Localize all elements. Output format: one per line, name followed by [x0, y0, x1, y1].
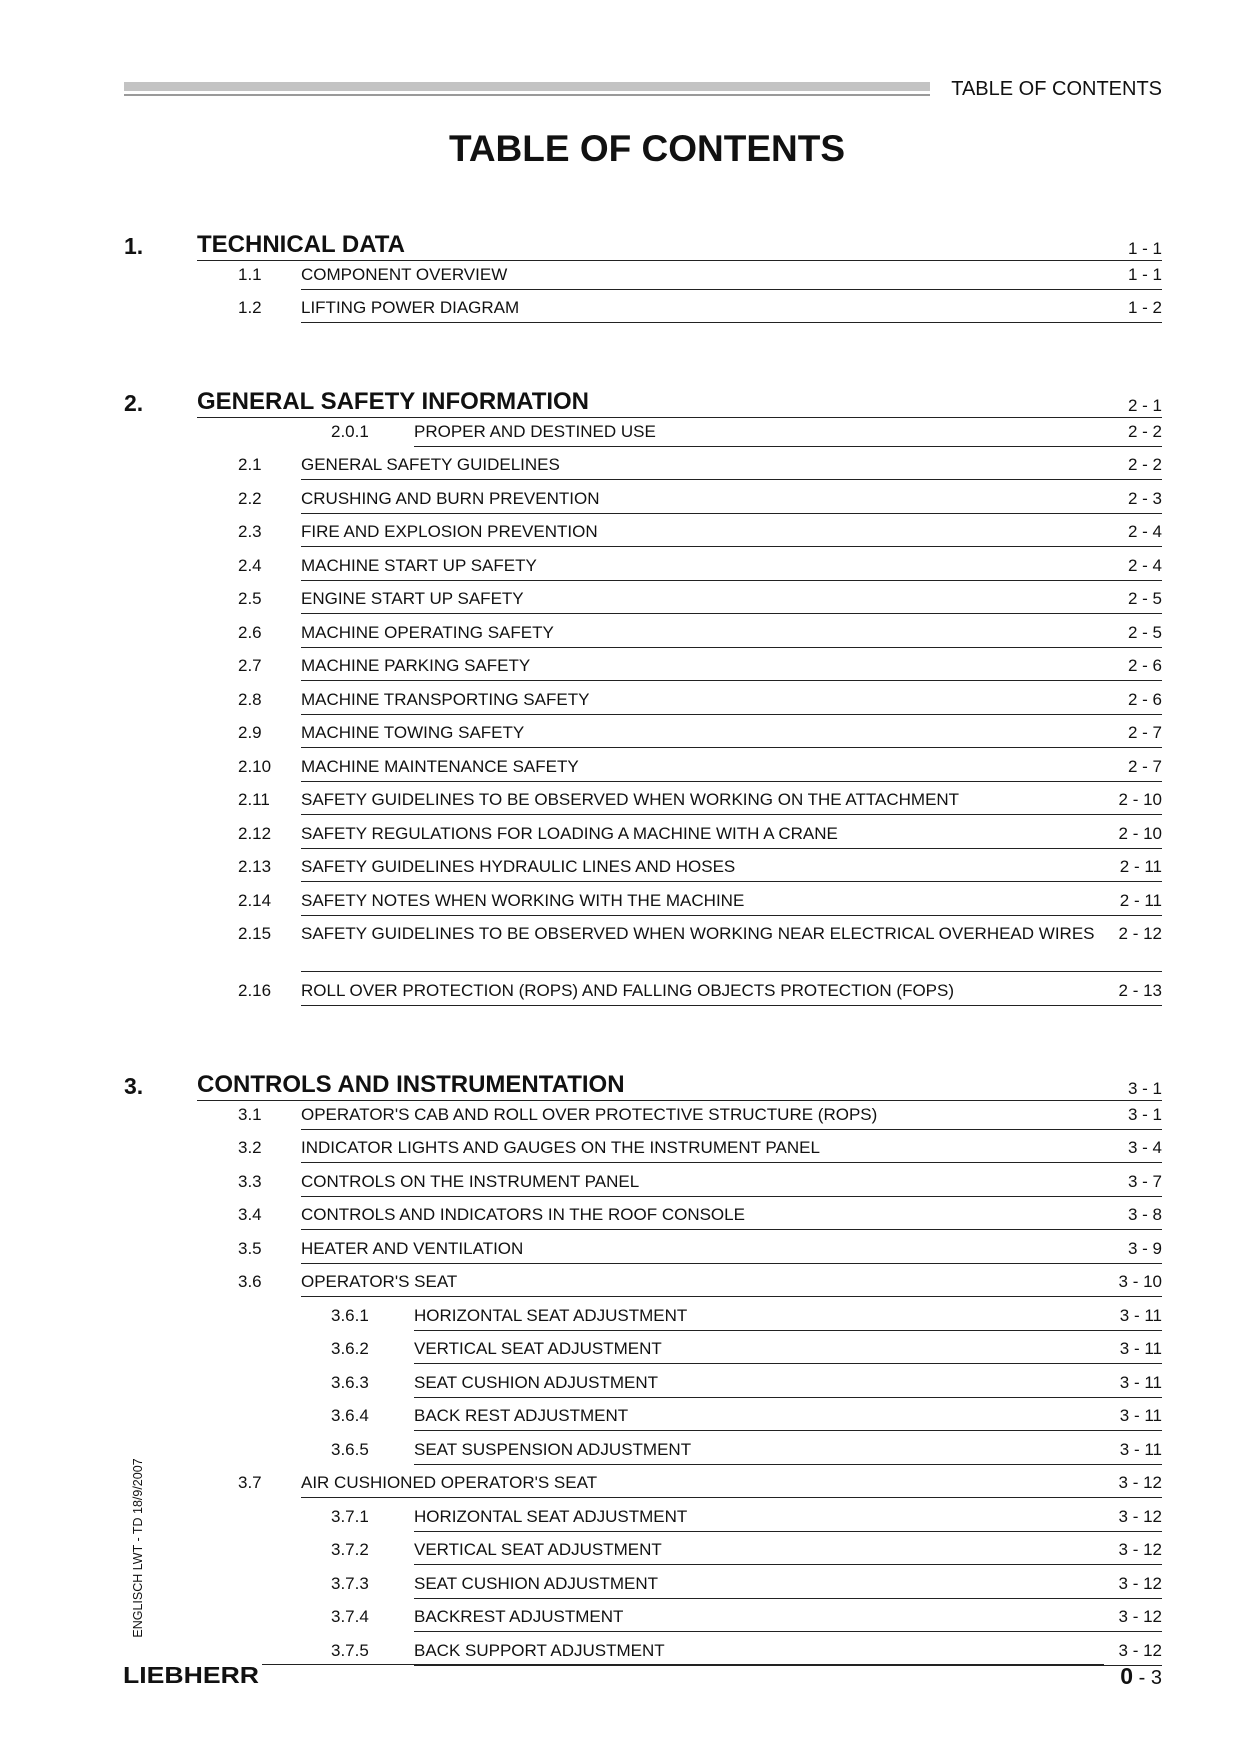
toc-entry-page: 3 - 12	[1118, 1540, 1162, 1559]
toc-entry-page: 2 - 2	[1127, 421, 1162, 441]
toc-entry-page: 2 - 6	[1127, 689, 1162, 709]
toc-entry-number: 3.6.2	[331, 1339, 369, 1358]
toc-entry-label: MACHINE PARKING SAFETY	[301, 656, 531, 675]
toc-entry-number: 2.10	[238, 756, 272, 776]
toc-entry-label: VERTICAL SEAT ADJUSTMENT	[414, 1339, 662, 1358]
toc-entry-number: 3.6.3	[331, 1372, 369, 1392]
toc-entry-number: 3.7.1	[331, 1506, 369, 1526]
toc-entry-underline	[301, 781, 1162, 782]
toc-entry-number: 2.13	[238, 857, 272, 876]
toc-entry-underline	[414, 1397, 1162, 1398]
toc-entry-number: 2.16	[238, 981, 272, 1000]
toc-entry-number: 3.6.4	[331, 1406, 369, 1425]
toc-entry-underline	[414, 446, 1162, 447]
toc-entry-underline	[414, 1598, 1162, 1599]
toc-entry-number: 2.7	[238, 656, 262, 675]
toc-entry-label: SEAT SUSPENSION ADJUSTMENT	[414, 1439, 692, 1459]
toc-entry-number: 3.7	[238, 1473, 262, 1492]
toc-entry-label: MACHINE MAINTENANCE SAFETY	[301, 756, 579, 776]
toc-entry-underline	[301, 881, 1162, 882]
toc-entry-underline	[301, 1196, 1162, 1197]
toc-entry-underline	[301, 580, 1162, 581]
toc-entry-label: HEATER AND VENTILATION	[301, 1238, 524, 1258]
toc-entry-label: BACKREST ADJUSTMENT	[414, 1607, 624, 1626]
toc-entry-page: 2 - 4	[1127, 522, 1162, 541]
toc-entry-underline	[301, 1497, 1162, 1498]
toc-entry-page: 3 - 11	[1119, 1305, 1162, 1325]
page-number-chapter: 0	[1120, 1663, 1134, 1689]
toc-entry-page: 3 - 12	[1118, 1640, 1162, 1660]
toc-entry-page: 3 - 12	[1118, 1573, 1162, 1593]
toc-entry-page: 1 - 1	[1127, 264, 1162, 284]
toc-entry-label: MACHINE TRANSPORTING SAFETY	[301, 689, 590, 709]
toc-entry-label: FIRE AND EXPLOSION PREVENTION	[301, 522, 598, 541]
toc-entry-label: COMPONENT OVERVIEW	[301, 264, 508, 284]
toc-entry-page: 3 - 12	[1118, 1473, 1162, 1492]
toc-entry-underline	[414, 1631, 1162, 1632]
toc-entry-page: 3 - 4	[1127, 1138, 1162, 1157]
toc-entry-page: 2 - 7	[1127, 756, 1162, 776]
toc-entry-page: 2 - 5	[1127, 589, 1162, 608]
toc-entry-underline	[301, 1005, 1162, 1006]
toc-entry-number: 2.12	[238, 823, 272, 843]
toc-entry-number: 3.4	[238, 1205, 262, 1224]
toc-entry-underline	[414, 1430, 1162, 1431]
toc-entry-number: 2.9	[238, 723, 262, 742]
toc-entry-number: 3.6.1	[331, 1305, 369, 1325]
toc-entry-label: SAFETY GUIDELINES TO BE OBSERVED WHEN WORKING NEAR ELECTRICAL OVERHEAD WIRES	[301, 924, 1095, 943]
toc-entry-label: INDICATOR LIGHTS AND GAUGES ON THE INSTRUMENT PANEL	[301, 1138, 820, 1157]
toc-entry-label: PROPER AND DESTINED USE	[414, 421, 656, 441]
toc-entry-underline	[301, 915, 1162, 916]
toc-entry-page: 3 - 11	[1119, 1406, 1162, 1425]
toc-entry-label: MACHINE START UP SAFETY	[301, 555, 537, 575]
liebherr-logo	[123, 1664, 259, 1686]
toc-entry-underline	[301, 289, 1162, 290]
toc-entry-underline	[301, 1229, 1162, 1230]
toc-entry-label: AIR CUSHIONED OPERATOR'S SEAT	[301, 1473, 598, 1492]
toc-entry-label: ENGINE START UP SAFETY	[301, 589, 524, 608]
toc-entry-number: 3.7.3	[331, 1573, 369, 1593]
toc-entry-page: 2 - 13	[1118, 981, 1162, 1000]
toc-entry-page: 3 - 7	[1127, 1171, 1162, 1191]
toc-entry-label: CONTROLS ON THE INSTRUMENT PANEL	[301, 1171, 640, 1191]
toc-entry-label: TECHNICAL DATA	[197, 231, 405, 258]
toc-entry-number: 2.15	[238, 924, 272, 943]
toc-entry-page: 3 - 12	[1118, 1506, 1162, 1526]
toc-entry-underline	[301, 1296, 1162, 1297]
toc-entry-number: 2.	[124, 390, 144, 416]
toc-entry-underline	[301, 714, 1162, 715]
toc-entry-label: SAFETY REGULATIONS FOR LOADING A MACHINE WITH A CRANE	[301, 823, 838, 843]
toc-entry-label: BACK SUPPORT ADJUSTMENT	[414, 1640, 665, 1660]
footer-rule	[262, 1664, 1104, 1665]
toc-entry-page: 1 - 1	[1127, 239, 1162, 258]
toc-entry-number: 3.6	[238, 1272, 262, 1291]
toc-entry-label: BACK REST ADJUSTMENT	[414, 1406, 629, 1425]
toc-entry-underline	[414, 1464, 1162, 1465]
toc-entry-label: SAFETY GUIDELINES HYDRAULIC LINES AND HOSES	[301, 857, 736, 876]
toc-entry-underline	[301, 613, 1162, 614]
toc-entry-label: VERTICAL SEAT ADJUSTMENT	[414, 1540, 662, 1559]
toc-entry-label: GENERAL SAFETY INFORMATION	[197, 388, 590, 415]
toc-entry-label: OPERATOR'S CAB AND ROLL OVER PROTECTIVE STRUCTURE (ROPS)	[301, 1104, 878, 1124]
toc-entry-page: 3 - 1	[1127, 1104, 1162, 1124]
toc-entry-page: 2 - 1	[1127, 396, 1162, 415]
toc-entry-number: 2.3	[238, 522, 262, 541]
toc-entry-underline	[301, 971, 1162, 972]
toc-entry-page: 2 - 11	[1119, 857, 1162, 876]
toc-entry-label: SAFETY NOTES WHEN WORKING WITH THE MACHINE	[301, 890, 745, 910]
toc-entry-label: MACHINE OPERATING SAFETY	[301, 622, 554, 642]
toc-entry-page: 3 - 8	[1127, 1205, 1162, 1224]
toc-entry-number: 1.2	[238, 298, 262, 317]
toc-entry-underline	[414, 1531, 1162, 1532]
toc-entry-page: 3 - 9	[1127, 1238, 1162, 1258]
logo-wordmark: LIEBHERR	[123, 1664, 259, 1686]
toc-entry-label: MACHINE TOWING SAFETY	[301, 723, 525, 742]
toc-entry-underline	[301, 814, 1162, 815]
toc-entry-underline	[197, 417, 1162, 418]
toc-entry-number: 2.11	[238, 790, 270, 809]
toc-entry-number: 2.0.1	[331, 421, 369, 441]
toc-entry-page: 2 - 10	[1118, 823, 1162, 843]
toc-entry-number: 2.6	[238, 622, 262, 642]
toc-entry-underline	[197, 1100, 1162, 1101]
page-title: TABLE OF CONTENTS	[448, 128, 845, 169]
toc-entry-label: ROLL OVER PROTECTION (ROPS) AND FALLING OBJECTS PROTECTION (FOPS)	[301, 981, 955, 1000]
toc-entry-page: 2 - 5	[1127, 622, 1162, 642]
toc-entry-underline	[301, 322, 1162, 323]
toc-entry-number: 1.1	[238, 264, 262, 284]
toc-entry-page: 3 - 11	[1119, 1372, 1162, 1392]
toc-entry-underline	[197, 260, 1162, 261]
toc-entry-page: 2 - 11	[1119, 890, 1162, 910]
toc-entry-page: 2 - 2	[1127, 455, 1162, 474]
toc-entry-underline	[414, 1363, 1162, 1364]
toc-entry-underline	[301, 1162, 1162, 1163]
toc-entry-number: 2.8	[238, 689, 262, 709]
toc-entry-underline	[301, 1263, 1162, 1264]
toc-entry-page: 2 - 6	[1127, 656, 1162, 675]
toc-entry-number: 2.4	[238, 555, 262, 575]
toc-entry-number: 1.	[124, 233, 144, 259]
toc-entry-underline	[301, 546, 1162, 547]
toc-entry-page: 3 - 12	[1118, 1607, 1162, 1626]
toc-entry-page: 2 - 4	[1127, 555, 1162, 575]
toc-entry-underline	[301, 647, 1162, 648]
toc-entry-number: 3.	[124, 1073, 144, 1099]
toc-entry-label: CRUSHING AND BURN PREVENTION	[301, 488, 600, 508]
running-header: TABLE OF CONTENTS	[951, 78, 1162, 100]
toc-entry-label: CONTROLS AND INDICATORS IN THE ROOF CONSOLE	[301, 1205, 745, 1224]
toc-entry-underline	[301, 1129, 1162, 1130]
toc-entry-underline	[301, 680, 1162, 681]
toc-entry-label: GENERAL SAFETY GUIDELINES	[301, 455, 560, 474]
toc-entry-number: 3.7.5	[331, 1640, 369, 1660]
toc-entry-page: 3 - 11	[1119, 1339, 1162, 1358]
toc-entry-number: 3.7.4	[331, 1607, 369, 1626]
toc-entry-page: 2 - 3	[1127, 488, 1162, 508]
toc-entry-underline	[301, 479, 1162, 480]
toc-entry-number: 2.1	[238, 455, 262, 474]
toc-entry-underline	[301, 848, 1162, 849]
page-number-suffix: - 3	[1133, 1667, 1162, 1689]
toc-entry-underline	[301, 513, 1162, 514]
toc-entry-label: SEAT CUSHION ADJUSTMENT	[414, 1573, 659, 1593]
toc-entry-label: SEAT CUSHION ADJUSTMENT	[414, 1372, 659, 1392]
toc-entry-number: 3.1	[238, 1104, 262, 1124]
side-note: ENGLISCH LWT - TD 18/9/2007	[131, 1458, 145, 1638]
toc-entry-number: 3.3	[238, 1171, 262, 1191]
toc-entry-page: 2 - 10	[1118, 790, 1162, 809]
toc-entry-page: 3 - 10	[1118, 1272, 1162, 1291]
toc-entry-number: 3.7.2	[331, 1540, 369, 1559]
toc-entry-label: LIFTING POWER DIAGRAM	[301, 298, 520, 317]
toc-entry-page: 3 - 11	[1119, 1439, 1162, 1459]
toc-entry-label: HORIZONTAL SEAT ADJUSTMENT	[414, 1305, 688, 1325]
toc-entry-label: HORIZONTAL SEAT ADJUSTMENT	[414, 1506, 688, 1526]
toc-entry-number: 2.5	[238, 589, 262, 608]
toc-entry-page: 3 - 1	[1127, 1079, 1162, 1098]
toc-entry-underline	[414, 1330, 1162, 1331]
toc-entry-label: CONTROLS AND INSTRUMENTATION	[197, 1071, 625, 1098]
toc-entry-underline	[301, 747, 1162, 748]
toc-entry-number: 2.14	[238, 890, 272, 910]
toc-entry-page: 2 - 12	[1118, 924, 1162, 943]
toc-entry-label: SAFETY GUIDELINES TO BE OBSERVED WHEN WORKING ON THE ATTACHMENT	[301, 790, 960, 809]
toc-entry-underline	[414, 1564, 1162, 1565]
toc-entry-number: 3.5	[238, 1238, 262, 1258]
toc-entry-number: 2.2	[238, 488, 262, 508]
toc-entry-number: 3.2	[238, 1138, 262, 1157]
toc-entry-page: 2 - 7	[1127, 723, 1162, 742]
toc-entry-number: 3.6.5	[331, 1439, 369, 1459]
toc-entry-page: 1 - 2	[1127, 298, 1162, 317]
page-number	[1120, 1663, 1162, 1690]
toc-entry-label: OPERATOR'S SEAT	[301, 1272, 458, 1291]
